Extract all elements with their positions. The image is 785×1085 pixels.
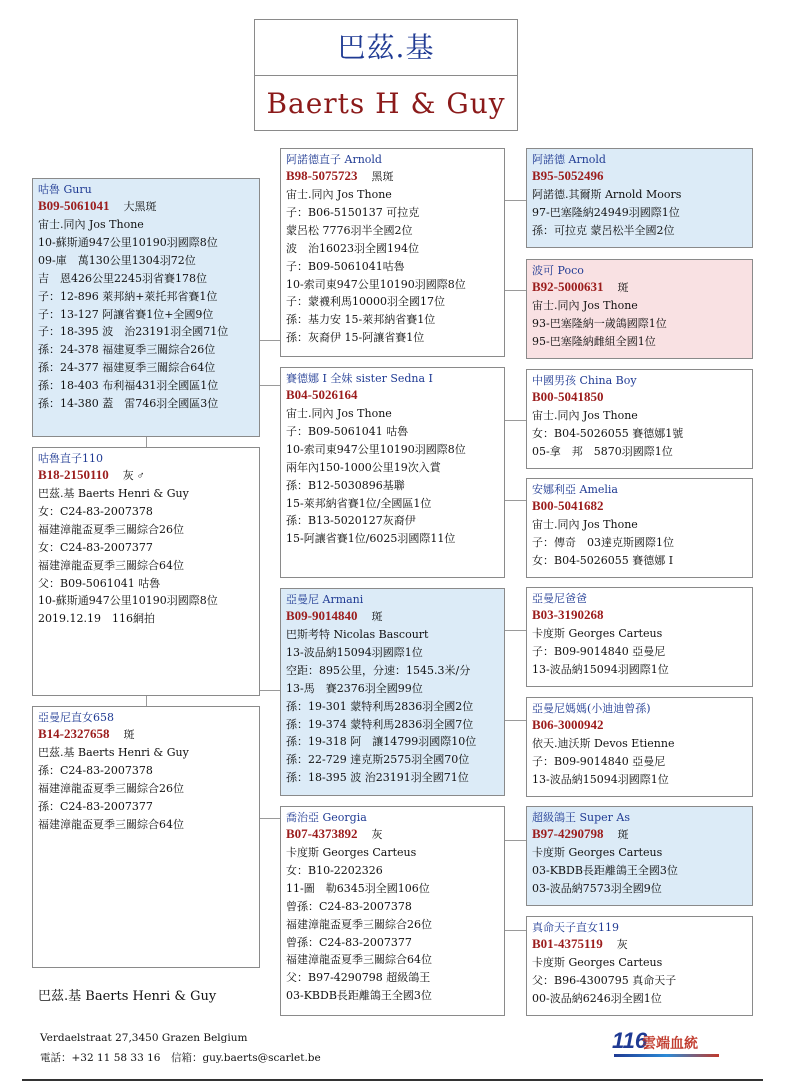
sire-line: 孫：24-377 福建夏季三關綜合64位 bbox=[38, 361, 216, 375]
sire-color: 大黑斑 bbox=[123, 201, 157, 213]
ssd-line: 95-巴塞隆納雌組全國1位 bbox=[532, 334, 656, 348]
footer-address: Verdaelstraat 27,3450 Grazen Belgium bbox=[40, 1032, 248, 1044]
subject-line: 父：B09-5061041 咕魯 bbox=[38, 576, 161, 590]
subject-card[interactable] bbox=[32, 447, 260, 696]
dds-name: 超級鴿王 Super As bbox=[532, 811, 631, 824]
sss-line: 97-巴塞隆納24949羽國際1位 bbox=[532, 205, 680, 219]
sds-line: 05-拿 邦 5870羽國際1位 bbox=[532, 444, 673, 458]
pedigree-title bbox=[254, 19, 518, 131]
subject-line: 女：C24-83-2007377 bbox=[38, 540, 153, 554]
dd-line: 03-KBDB長距離鴿王全國3位 bbox=[286, 989, 432, 1003]
ds-line: 巴斯考特 Nicolas Bascourt bbox=[286, 628, 429, 641]
sire-ring: B09-5061041 bbox=[38, 198, 110, 213]
dsd-card[interactable] bbox=[526, 697, 753, 797]
connector-ds-dss bbox=[505, 630, 526, 631]
dss-line: 13-波品納15094羽國際1位 bbox=[532, 662, 669, 676]
sire-line: 孫：14-380 蓋 雷746羽全國區3位 bbox=[38, 397, 219, 411]
dds-line: 03-波品納7573羽全國9位 bbox=[532, 881, 662, 895]
sdd-line: 子：傳奇 03達克斯國際1位 bbox=[532, 535, 674, 549]
ds-name: 亞曼尼 Armani bbox=[286, 593, 364, 606]
ss-line: 波 治16023羽全國194位 bbox=[286, 241, 419, 255]
dss-ring: B03-3190268 bbox=[532, 607, 604, 622]
sds-line: 宙士.同內 Jos Thone bbox=[532, 409, 638, 422]
sds-ring: B00-5041850 bbox=[532, 389, 604, 404]
dd-line: 卡度斯 Georges Carteus bbox=[286, 846, 417, 859]
subject-color: 灰 ♂ bbox=[122, 470, 145, 482]
ds-ring: B09-9014840 bbox=[286, 608, 358, 623]
sire-line: 吉 恩426公里2245羽省賽178位 bbox=[38, 271, 207, 285]
connector-sire-sd bbox=[260, 385, 280, 386]
sss-line: 孫：可拉克 蒙呂松半全國2位 bbox=[532, 223, 675, 237]
dd-name: 喬治亞 Georgia bbox=[286, 811, 367, 824]
dam-sire-card[interactable] bbox=[280, 588, 505, 796]
logo-underline bbox=[614, 1054, 719, 1057]
ds-line: 孫：22-729 達克斯2575羽全國70位 bbox=[286, 753, 470, 767]
sire-line: 09-庫 萬130公里1304羽72位 bbox=[38, 253, 196, 267]
ssd-name: 波可 Poco bbox=[532, 264, 584, 277]
ssd-line: 宙士.同內 Jos Thone bbox=[532, 299, 638, 312]
sd-line: 宙士.同內 Jos Thone bbox=[286, 407, 392, 420]
dam-line: 孫：C24-83-2007377 bbox=[38, 799, 153, 813]
dd-line: 曾孫：C24-83-2007377 bbox=[286, 935, 412, 949]
sss-ring: B95-5052496 bbox=[532, 168, 604, 183]
ss-line: 孫：基力安 15-萊邦納省賽1位 bbox=[286, 313, 436, 327]
dss-card[interactable] bbox=[526, 587, 753, 687]
sd-line: 孫：B13-5020127灰裔伊 bbox=[286, 514, 416, 528]
sds-name: 中國男孩 China Boy bbox=[532, 374, 637, 387]
dss-name: 亞曼尼爸爸 bbox=[532, 592, 587, 605]
subject-line: 福建漳龍盃夏季三關綜合26位 bbox=[38, 522, 184, 536]
dd-line: 福建漳龍盃夏季三關綜合64位 bbox=[286, 953, 432, 967]
sds-card[interactable] bbox=[526, 369, 753, 469]
ssd-card[interactable] bbox=[526, 259, 753, 359]
sire-card[interactable] bbox=[32, 178, 260, 437]
sd-line: 孫：B12-5030896基聯 bbox=[286, 478, 405, 492]
sire-name: 咕魯 Guru bbox=[38, 183, 92, 196]
logo-number: 116 bbox=[612, 1028, 648, 1053]
dsd-ring: B06-3000942 bbox=[532, 717, 604, 732]
subject-line: 福建漳龍盃夏季三關綜合64位 bbox=[38, 558, 184, 572]
owner-name-cn: 巴茲.基 bbox=[255, 20, 517, 76]
dd-line: 父：B97-4290798 超級鴿王 bbox=[286, 971, 431, 985]
ddd-line: 00-波品納6246羽全國1位 bbox=[532, 991, 662, 1005]
owner-name-en: Baerts H & Guy bbox=[266, 87, 506, 120]
ss-line: 宙士.同內 Jos Thone bbox=[286, 188, 392, 201]
ss-line: 子：蒙襪利馬10000羽全國17位 bbox=[286, 295, 445, 309]
sdd-ring: B00-5041682 bbox=[532, 498, 604, 513]
dam-name: 亞曼尼直女658 bbox=[38, 711, 114, 724]
ss-line: 子：B09-5061041咕魯 bbox=[286, 259, 405, 273]
ssd-color: 斑 bbox=[617, 282, 629, 294]
sdd-name: 安娜利亞 Amelia bbox=[532, 483, 618, 496]
sire-line: 10-蘇斯通947公里10190羽國際8位 bbox=[38, 235, 218, 249]
ss-line: 蒙呂松 7776羽半全國2位 bbox=[286, 223, 413, 237]
dd-line: 女：B10-2202326 bbox=[286, 863, 383, 877]
dam-line: 巴茲.基 Baerts Henri & Guy bbox=[38, 746, 189, 759]
sire-dam-card[interactable] bbox=[280, 367, 505, 578]
connector-dam-dd bbox=[260, 818, 280, 819]
sire-line: 宙士.同內 Jos Thone bbox=[38, 218, 144, 231]
dss-line: 子：B09-9014840 亞曼尼 bbox=[532, 644, 666, 658]
ds-color: 斑 bbox=[371, 611, 383, 623]
dsd-line: 依天.迪沃斯 Devos Etienne bbox=[532, 737, 675, 750]
ss-ring: B98-5075723 bbox=[286, 168, 358, 183]
sd-line: 15-萊邦納省賽1位/全國區1位 bbox=[286, 496, 432, 510]
subject-name: 咕魯直子110 bbox=[38, 452, 103, 465]
dam-ring: B14-2327658 bbox=[38, 726, 110, 741]
sire-line: 子：13-127 阿讓省賽1位+全國9位 bbox=[38, 307, 214, 321]
ds-line: 空距：895公里，分速：1545.3米/分 bbox=[286, 663, 471, 677]
dam-line: 孫：C24-83-2007378 bbox=[38, 763, 153, 777]
ss-line: 子：B06-5150137 可拉克 bbox=[286, 205, 420, 219]
footer-contact: 電話：+32 11 58 33 16 信箱：guy.baerts@scarlet.be bbox=[40, 1052, 321, 1064]
subject-line: 巴茲.基 Baerts Henri & Guy bbox=[38, 487, 189, 500]
connector-sd-sds bbox=[505, 420, 526, 421]
subject-line: 2019.12.19 116網拍 bbox=[38, 612, 155, 626]
dam-line: 福建漳龍盃夏季三關綜合64位 bbox=[38, 817, 184, 831]
dds-line: 卡度斯 Georges Carteus bbox=[532, 846, 663, 859]
sire-line: 孫：18-403 布利福431羽全國區1位 bbox=[38, 379, 219, 393]
connector-subject-dam bbox=[146, 696, 147, 706]
ddd-line: 卡度斯 Georges Carteus bbox=[532, 956, 663, 969]
sire-line: 孫：24-378 福建夏季三關綜合26位 bbox=[38, 343, 216, 357]
sd-name: 賽德娜 I 全妹 sister Sedna I bbox=[286, 372, 433, 385]
ss-line: 孫：灰裔伊 15-阿讓省賽1位 bbox=[286, 331, 425, 345]
brand-logo bbox=[612, 1028, 722, 1060]
sire-line: 子：12-896 萊邦納+萊托邦省賽1位 bbox=[38, 289, 218, 303]
dds-ring: B97-4290798 bbox=[532, 826, 604, 841]
connector-ss-sss bbox=[505, 200, 526, 201]
sd-line: 兩年內150-1000公里19次入賞 bbox=[286, 460, 441, 474]
connector-dd-ddd bbox=[505, 930, 526, 931]
connector-sire-ss bbox=[260, 340, 280, 341]
sdd-line: 宙士.同內 Jos Thone bbox=[532, 518, 638, 531]
ss-line: 10-索司東947公里10190羽國際8位 bbox=[286, 277, 466, 291]
dd-ring: B07-4373892 bbox=[286, 826, 358, 841]
connector-dd-dds bbox=[505, 840, 526, 841]
dds-line: 03-KBDB長距離鴿王全國3位 bbox=[532, 863, 678, 877]
sd-line: 15-阿讓省賽1位/6025羽國際11位 bbox=[286, 532, 456, 546]
ss-color: 黑斑 bbox=[371, 171, 394, 183]
connector-ss-ssd bbox=[505, 290, 526, 291]
ddd-line: 父：B96-4300795 真命天子 bbox=[532, 973, 677, 987]
dss-line: 卡度斯 Georges Carteus bbox=[532, 627, 663, 640]
sd-line: 子：B09-5061041 咕魯 bbox=[286, 424, 409, 438]
dds-card[interactable] bbox=[526, 806, 753, 906]
ddd-card[interactable] bbox=[526, 916, 753, 1016]
bottom-rule bbox=[22, 1079, 763, 1081]
subject-line: 10-蘇斯通947公里10190羽國際8位 bbox=[38, 594, 218, 608]
dsd-line: 13-波品納15094羽國際1位 bbox=[532, 772, 669, 786]
sire-line: 子：18-395 波 治23191羽全國71位 bbox=[38, 325, 229, 339]
dd-line: 福建漳龍盃夏季三關綜合26位 bbox=[286, 917, 432, 931]
connector-dam-ds bbox=[260, 690, 280, 691]
dam-line: 福建漳龍盃夏季三關綜合26位 bbox=[38, 781, 184, 795]
ds-line: 孫：19-318 阿 讓14799羽國際10位 bbox=[286, 735, 477, 749]
sd-ring: B04-5026164 bbox=[286, 387, 358, 402]
ds-line: 孫：19-301 蒙特利馬2836羽全國2位 bbox=[286, 699, 474, 713]
ddd-name: 真命天子直女119 bbox=[532, 921, 619, 934]
connector-ds-dsd bbox=[505, 720, 526, 721]
ds-line: 13-波品納15094羽國際1位 bbox=[286, 645, 423, 659]
logo-text: 雲端血統 bbox=[642, 1036, 698, 1052]
dds-color: 斑 bbox=[617, 829, 629, 841]
connector-sd-sdd bbox=[505, 500, 526, 501]
sss-line: 阿諾德.其爾斯 Arnold Moors bbox=[532, 188, 682, 201]
ds-line: 13-馬 賽2376羽全國99位 bbox=[286, 681, 423, 695]
connector-sire-subject bbox=[146, 437, 147, 447]
sdd-line: 女：B04-5026055 賽德娜 I bbox=[532, 553, 674, 567]
subject-ring: B18-2150110 bbox=[38, 467, 109, 482]
sire-sire-card[interactable] bbox=[280, 148, 505, 357]
dam-color: 斑 bbox=[123, 729, 135, 741]
dd-line: 曾孫：C24-83-2007378 bbox=[286, 899, 412, 913]
sss-card[interactable] bbox=[526, 148, 753, 248]
dsd-line: 子：B09-9014840 亞曼尼 bbox=[532, 754, 666, 768]
sds-line: 女：B04-5026055 賽德娜1號 bbox=[532, 426, 684, 440]
dam-dam-card[interactable] bbox=[280, 806, 505, 1016]
ddd-color: 灰 bbox=[616, 939, 628, 951]
ds-line: 孫：18-395 波 治23191羽全國71位 bbox=[286, 771, 469, 785]
sdd-card[interactable] bbox=[526, 478, 753, 578]
ddd-ring: B01-4375119 bbox=[532, 936, 603, 951]
ss-name: 阿諾德直子 Arnold bbox=[286, 153, 382, 166]
subject-line: 女：C24-83-2007378 bbox=[38, 504, 153, 518]
ssd-line: 93-巴塞隆納一歲鴿國際1位 bbox=[532, 316, 667, 330]
sss-name: 阿諾德 Arnold bbox=[532, 153, 606, 166]
sd-line: 10-索司東947公里10190羽國際8位 bbox=[286, 442, 466, 456]
dam-card[interactable] bbox=[32, 706, 260, 968]
dd-color: 灰 bbox=[371, 829, 383, 841]
ds-line: 孫：19-374 蒙特利馬2836羽全國7位 bbox=[286, 717, 474, 731]
footer-owner: 巴茲.基 Baerts Henri & Guy bbox=[38, 989, 217, 1004]
dd-line: 11-圖 勒6345羽全國106位 bbox=[286, 881, 430, 895]
dsd-name: 亞曼尼媽媽(小迪迪曾孫) bbox=[532, 702, 651, 715]
ssd-ring: B92-5000631 bbox=[532, 279, 604, 294]
